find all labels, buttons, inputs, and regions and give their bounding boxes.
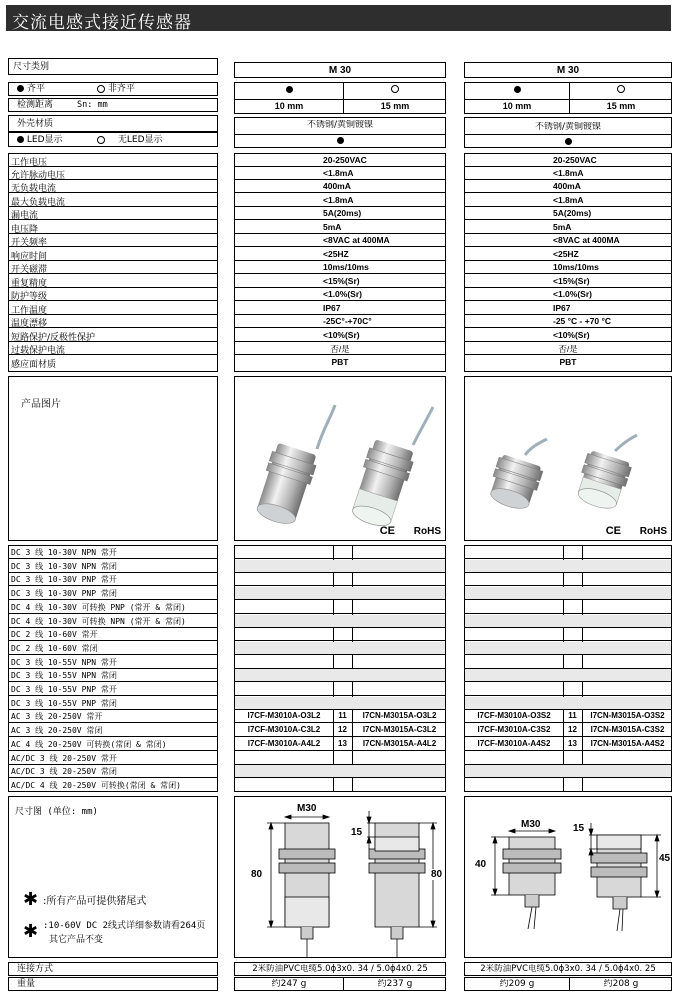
col2-value-row: <1.8mA: [465, 194, 671, 207]
spec-label-row: 短路保护/反极性保护: [9, 329, 217, 342]
led-label: LED显示: [26, 135, 63, 145]
wiring-row: AC 4 线 20-250V 可转换(常闭 & 常闭): [9, 738, 217, 751]
col2-material: 不锈钢/黄铜镀镍: [534, 122, 602, 132]
col2-material-box: [464, 117, 672, 148]
wiring-row: DC 3 线 10-30V PNP 常开: [9, 573, 217, 586]
col1-value-row: PBT: [331, 357, 349, 367]
spec-label-row: 温度漂移: [9, 315, 217, 328]
col2-value-row: <1.0%(Sr): [465, 288, 671, 301]
flush-dot-icon: [17, 85, 24, 92]
product-image-label: 产品图片: [21, 399, 61, 410]
col2-ce-icon: CE: [605, 525, 621, 537]
col2-connection-box: [464, 962, 672, 976]
spec-label-row: 防护等级: [9, 288, 217, 301]
col2-value-row: 5mA: [465, 221, 671, 234]
no-led-label: 无LED显示: [117, 135, 163, 145]
nonflush-label: 非齐平: [107, 84, 135, 94]
col1-models-box: [234, 545, 446, 792]
col1-product-image: [234, 376, 446, 541]
col1-dist-flush: 10 mm: [274, 101, 304, 111]
col2-value-row: <1.8mA: [465, 167, 671, 180]
col1-values-box: [234, 153, 446, 372]
col2-values-box: [464, 153, 672, 372]
wiring-row: DC 3 线 10-55V PNP 常开: [9, 683, 217, 696]
col1-value-row: -25C°-+70C°: [235, 315, 445, 328]
wiring-row: AC/DC 3 线 20-250V 常开: [9, 752, 217, 765]
spec-label-row: 电压降: [9, 221, 217, 234]
col2-value-row: 400mA: [465, 180, 671, 193]
wiring-row: DC 3 线 10-30V PNP 常闭: [9, 587, 217, 600]
wiring-row: DC 3 线 10-55V PNP 常闭: [9, 697, 217, 710]
col2-dist-nonflush: 15 mm: [606, 101, 636, 111]
col1-dist-nonflush: 15 mm: [380, 101, 410, 111]
note-dc2wire: :10-60V DC 2线式详细参数请看264页: [43, 921, 206, 931]
diameter-icon: ϕ: [558, 964, 565, 974]
wiring-row: AC 3 线 20-250V 常闭: [9, 724, 217, 737]
nonflush-circle-icon: [97, 85, 105, 93]
col1-dimension-svg: [235, 797, 446, 958]
wiring-row: AC/DC 4 线 20-250V 可转换(常闭 & 常闭): [9, 779, 217, 792]
col1-weight-b: 约237 g: [377, 979, 413, 989]
spec-labels-box: [8, 153, 218, 372]
col2-size-box: [464, 62, 672, 78]
diameter-icon: ϕ: [330, 964, 337, 974]
col2-nonflush-circle-icon: [617, 85, 625, 93]
led-box: [8, 132, 218, 147]
spec-label-row: 最大负载电流: [9, 194, 217, 207]
col2-weight-b: 约208 g: [603, 979, 639, 989]
col2-flush-box: [464, 82, 672, 114]
col1-value-row: <1.8mA: [235, 194, 445, 207]
no-led-circle-icon: [97, 136, 105, 144]
col2-size: M 30: [556, 65, 580, 76]
col2-dimension-drawing: [464, 796, 672, 958]
col2-dim-40: 40: [475, 859, 487, 870]
col1-value-row: <10%(Sr): [235, 329, 445, 342]
page-title: 交流电感式接近传感器: [12, 13, 192, 33]
wiring-row: DC 3 线 10-55V NPN 常闭: [9, 669, 217, 682]
wiring-row: DC 2 线 10-60V 常闭: [9, 642, 217, 655]
col1-rohs-logo: RoHS: [413, 526, 441, 537]
col2-product-image: [464, 376, 672, 541]
col1-value-row: <25HZ: [235, 248, 445, 261]
col1-connection-tail2: 4x0. 25: [395, 964, 428, 974]
col2-value-row: <10%(Sr): [465, 329, 671, 342]
detect-distance-label: 检测距离: [17, 100, 54, 110]
note-pigtail: :所有产品可提供猪尾式: [43, 896, 147, 907]
col1-value-row: <1.8mA: [235, 167, 445, 180]
col1-flush-dot-icon: [286, 86, 293, 93]
col1-ce-icon: CE: [379, 525, 395, 537]
spec-label-row: 开关频率: [9, 234, 217, 247]
col1-value-row: <15%(Sr): [235, 275, 445, 288]
col1-value-row: 10ms/10ms: [235, 261, 445, 274]
col2-connection-tail2: 4x0. 25: [623, 964, 656, 974]
flush-box: [8, 82, 218, 96]
wiring-row: DC 3 线 10-30V NPN 常开: [9, 546, 217, 559]
spec-label-row: 工作温度: [9, 302, 217, 315]
wiring-row: AC/DC 3 线 20-250V 常闭: [9, 765, 217, 778]
wiring-row: DC 2 线 10-60V 常开: [9, 628, 217, 641]
diameter-icon: ϕ: [618, 964, 624, 974]
col1-model-row: I7CF-M3010A-A4L2 13 I7CN-M3015A-A4L2: [235, 738, 445, 751]
col1-dim-80-left: 80: [251, 869, 263, 880]
col2-sensor-illustration: [465, 377, 672, 541]
product-image-label-box: [8, 376, 218, 541]
sn-label: Sn: mm: [77, 100, 108, 110]
col1-value-row: 5A(20ms): [235, 207, 445, 220]
spec-label-row: 响应时间: [9, 248, 217, 261]
col1-model-row: I7CF-M3010A-C3L2 12 I7CN-M3015A-C3L2: [235, 724, 445, 737]
col1-sensor-illustration: [235, 377, 446, 541]
wiring-row: DC 4 线 10-30V 可转换 NPN (常开 & 常闭): [9, 615, 217, 628]
connection-label: 连接方式: [17, 964, 54, 974]
col2-dim-15: 15: [573, 823, 585, 834]
weight-label-box: [8, 977, 218, 991]
col2-models-box: [464, 545, 672, 792]
spec-label-row: 开关磁滞: [9, 261, 217, 274]
size-category-label: 尺寸类别: [13, 62, 50, 72]
spec-label-row: 工作电压: [9, 154, 217, 167]
spec-label-row: 感应面材质: [11, 360, 57, 370]
col1-weight-box: [234, 977, 446, 991]
diameter-icon: ϕ: [390, 964, 396, 974]
col2-connection: 2米防油PVC电缆5.0: [480, 964, 559, 974]
size-category-box: [8, 58, 218, 75]
col2-value-row: 否/是: [465, 342, 671, 355]
col1-value-row: 5mA: [235, 221, 445, 234]
col2-value-row: <25HZ: [465, 248, 671, 261]
col1-size: M 30: [328, 65, 352, 76]
flush-label: 齐平: [26, 84, 45, 94]
spec-label-row: 允许脉动电压: [9, 167, 217, 180]
col1-connection-tail: 3x0. 34 / 5.0: [336, 964, 391, 974]
col1-nonflush-circle-icon: [391, 85, 399, 93]
asterisk-icon: ✱: [23, 921, 39, 942]
note-other: 其它产品不变: [49, 935, 104, 945]
col2-value-row: <8VAC at 400MA: [465, 234, 671, 247]
col1-model-row: I7CF-M3010A-O3L2 11 I7CN-M3015A-O3L2: [235, 710, 445, 723]
title-bar: [6, 5, 671, 31]
col2-value-row: 5A(20ms): [465, 207, 671, 220]
col2-rohs-logo: RoHS: [639, 526, 667, 537]
col1-dim-m30: M30: [297, 803, 317, 814]
detect-distance-box: [8, 98, 218, 112]
col1-flush-box: [234, 82, 446, 114]
col1-value-row: 否/是: [235, 342, 445, 355]
col2-model-row: I7CF-M3010A-C3S2 12 I7CN-M3015A-C3S2: [465, 724, 671, 737]
col2-weight-a: 约209 g: [499, 979, 535, 989]
col1-material: 不锈钢/黄铜镀镍: [306, 120, 374, 130]
col2-value-row: <15%(Sr): [465, 275, 671, 288]
housing-material-label: 外壳材质: [17, 119, 54, 129]
col1-size-box: [234, 62, 446, 78]
col2-weight-box: [464, 977, 672, 991]
wiring-row: DC 3 线 10-30V NPN 常闭: [9, 560, 217, 573]
col2-dist-flush: 10 mm: [502, 101, 532, 111]
housing-material-box: [8, 115, 218, 132]
col2-dim-m30: M30: [521, 819, 541, 830]
col1-value-row: 400mA: [235, 180, 445, 193]
wiring-labels-box: [8, 545, 218, 792]
col2-model-row: I7CF-M3010A-O3S2 11 I7CN-M3015A-O3S2: [465, 710, 671, 723]
col1-weight-a: 约247 g: [271, 979, 307, 989]
col1-material-box: [234, 117, 446, 148]
col1-value-row: <1.0%(Sr): [235, 288, 445, 301]
wiring-row: DC 4 线 10-30V 可转换 PNP (常开 & 常闭): [9, 601, 217, 614]
spec-label-row: 无负载电流: [9, 180, 217, 193]
wiring-row: AC 3 线 20-250V 常开: [9, 710, 217, 723]
dimension-label: 尺寸图 (单位: mm): [15, 807, 98, 817]
weight-label: 重量: [17, 979, 36, 989]
col2-led-dot-icon: [565, 138, 572, 145]
col2-value-row: PBT: [559, 357, 577, 367]
col1-dim-80-right: 80: [431, 869, 443, 880]
col2-value-row: -25 °C - +70 °C: [465, 315, 671, 328]
col1-value-row: 20-250VAC: [235, 154, 445, 167]
col1-connection-box: [234, 962, 446, 976]
connection-label-box: [8, 962, 218, 976]
spec-label-row: 过载保护电流: [9, 342, 217, 355]
col1-value-row: IP67: [235, 302, 445, 315]
asterisk-icon: ✱: [23, 889, 39, 910]
col2-flush-dot-icon: [514, 86, 521, 93]
col1-dim-15: 15: [351, 827, 363, 838]
led-dot-icon: [17, 136, 24, 143]
col2-dim-45: 45: [659, 853, 671, 864]
col1-led-dot-icon: [337, 137, 344, 144]
col2-value-row: 10ms/10ms: [465, 261, 671, 274]
spec-label-row: 重复精度: [9, 275, 217, 288]
col2-value-row: IP67: [465, 302, 671, 315]
col1-dimension-drawing: [234, 796, 446, 958]
col2-dimension-svg: [465, 797, 672, 958]
col2-value-row: 20-250VAC: [465, 154, 671, 167]
col2-connection-tail: 3x0. 34 / 5.0: [564, 964, 619, 974]
wiring-row: DC 3 线 10-55V NPN 常开: [9, 656, 217, 669]
col1-value-row: <8VAC at 400MA: [235, 234, 445, 247]
dimension-label-box: [8, 796, 218, 958]
spec-label-row: 漏电流: [9, 207, 217, 220]
col1-connection: 2米防油PVC电缆5.0: [252, 964, 331, 974]
col2-model-row: I7CF-M3010A-A4S2 13 I7CN-M3015A-A4S2: [465, 738, 671, 751]
